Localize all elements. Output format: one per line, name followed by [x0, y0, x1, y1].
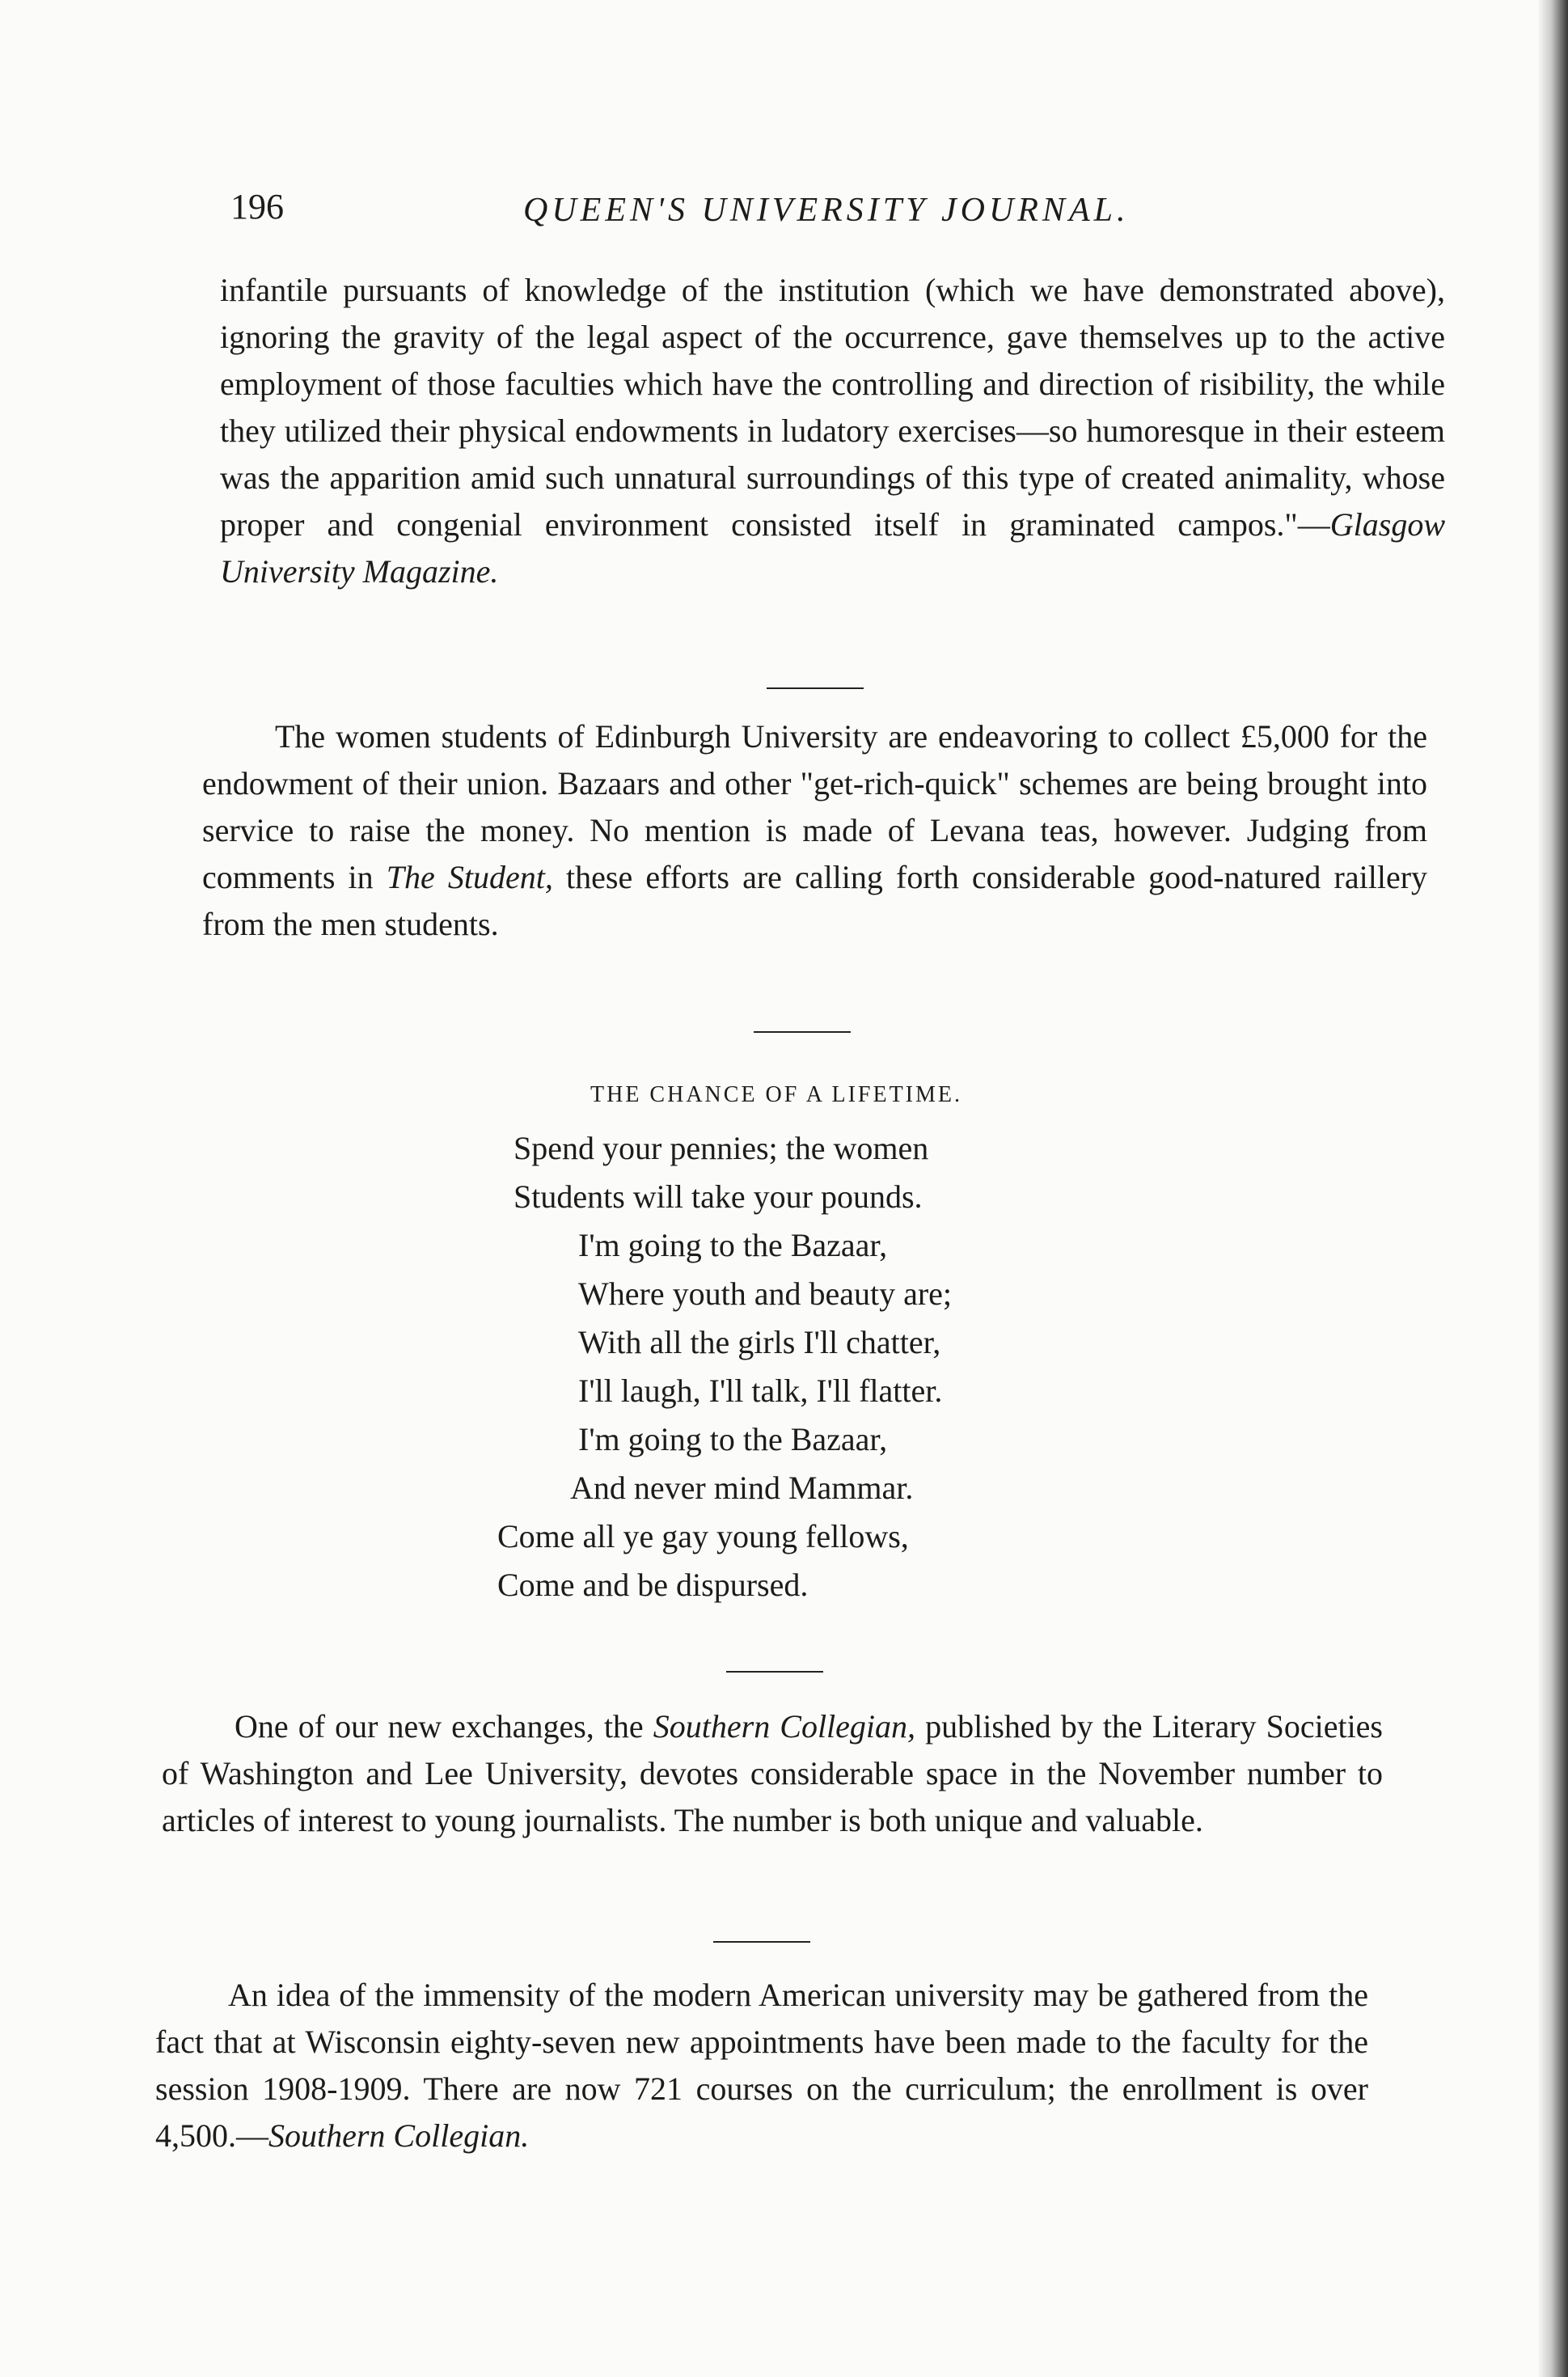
paragraph-text: The women students of Edinburgh University are endeavoring to collect £5,000 for the endowment of their union. Bazaars and other "get-rich-quick" schemes are being brought into service to raise the money. No mention is made of Levana teas, however. Judging from comments in [202, 718, 1427, 895]
section-divider [754, 1031, 851, 1033]
poem-line: I'm going to the Bazaar, [578, 1227, 888, 1263]
paragraph-text: infantile pursuants of knowledge of the institution (which we have demonstrated above), ignoring the gravity of the legal aspect of the occurrence, gave themselves up to the active employment of those faculties which have the controlling and direction of risibility, the while they utilized their physical endowments in ludatory exercises—so humoresque in their esteem was the apparition amid such unnatural surroundings of this type of created animality, whose proper and congenial environment consisted itself in graminated campos."— [220, 272, 1445, 543]
poem-line: Students will take your pounds. [514, 1178, 923, 1215]
paragraph-wisconsin [155, 1972, 1368, 2159]
publication-title: Southern Collegian, [653, 1708, 916, 1745]
poem-line: With all the girls I'll chatter, [578, 1324, 941, 1360]
page-number: 196 [230, 187, 284, 226]
source-citation: Southern Collegian. [268, 2117, 530, 2154]
section-divider [767, 687, 864, 689]
paragraph-text: One of our new exchanges, the [235, 1708, 653, 1745]
poem-line: Come all ye gay young fellows, [497, 1518, 909, 1554]
poem-line: I'm going to the Bazaar, [578, 1421, 888, 1457]
section-divider [713, 1941, 810, 1943]
paragraph-text: An idea of the immensity of the modern American university may be gathered from the fact that at Wisconsin eighty-seven new appointments have been made to the faculty for the session 1908-1909. There are now 721 courses on the curriculum; the enrollment is over 4,500.— [155, 1977, 1368, 2154]
poem-title: THE CHANCE OF A LIFETIME. [590, 1082, 962, 1107]
section-divider [726, 1671, 823, 1673]
publication-title: The Student, [386, 859, 553, 895]
scan-edge-shadow [1537, 0, 1568, 2377]
poem-line: And never mind Mammar. [570, 1470, 914, 1506]
page-header [230, 186, 1476, 251]
poem-line: Come and be dispursed. [497, 1567, 809, 1603]
poem-line: Spend your pennies; the women [514, 1130, 929, 1166]
paragraph-text: these efforts are calling forth considerable good-natured raillery from the men students. [202, 859, 1428, 942]
poem [497, 1124, 952, 1609]
paragraph-continued [220, 267, 1445, 595]
poem-line: Where youth and beauty are; [578, 1275, 953, 1312]
paragraph-southern-collegian [162, 1703, 1383, 1844]
paragraph-text: published by the Literary Societies of Washington and Lee University, devotes considerable space in the November number to articles of interest to young journalists. The number is both unique and valuable. [162, 1708, 1384, 1838]
source-citation: Glasgow University Magazine. [220, 506, 1445, 590]
running-title: QUEEN'S UNIVERSITY JOURNAL. [523, 192, 1130, 229]
poem-line: I'll laugh, I'll talk, I'll flatter. [578, 1372, 943, 1409]
paragraph-edinburgh [202, 713, 1427, 948]
